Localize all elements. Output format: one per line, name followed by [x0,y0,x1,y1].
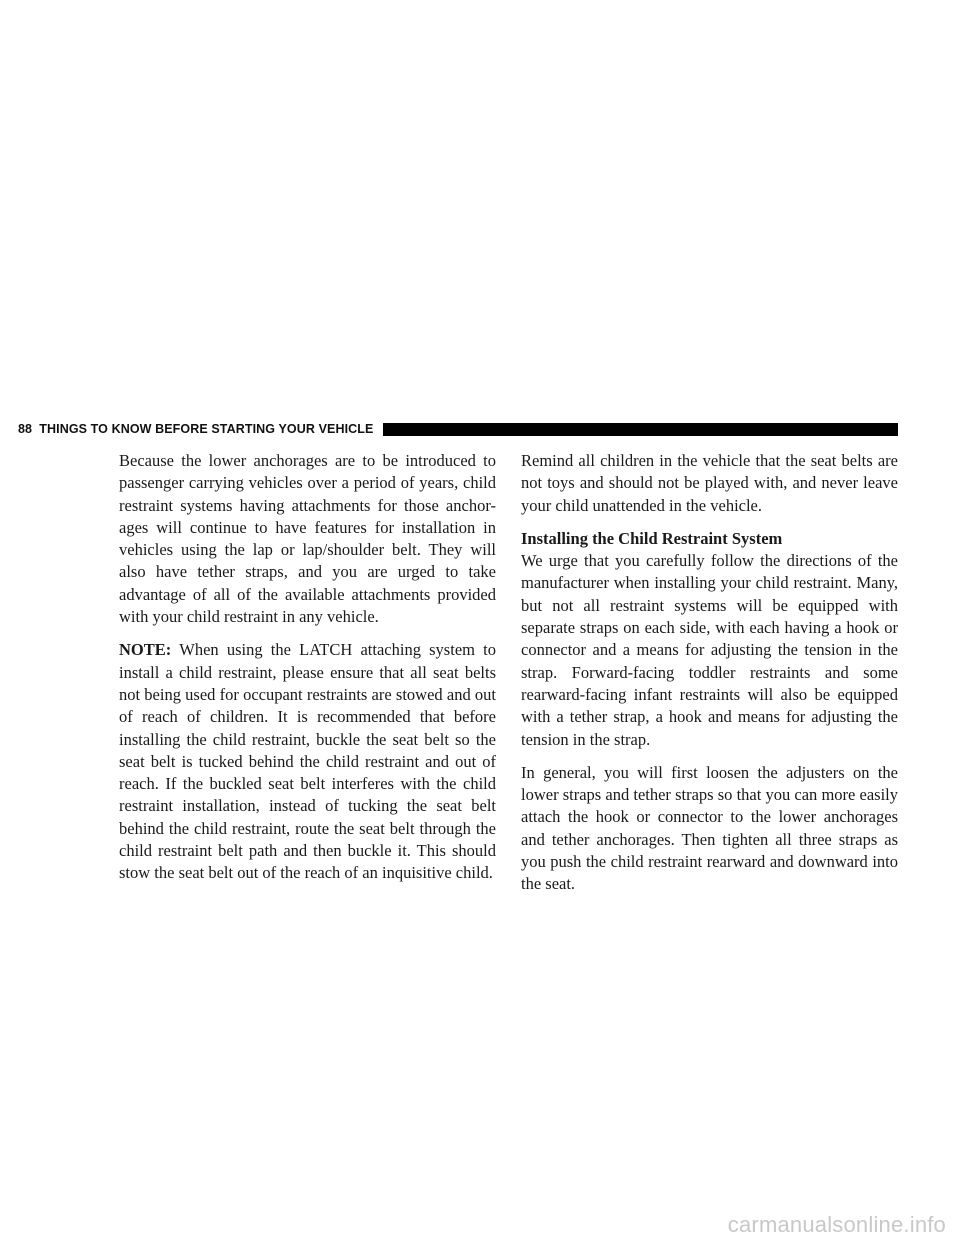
paragraph-lower-anchorages: Because the lower anchorages are to be introduced to passenger carrying vehicles over a period of years, child restraint systems having attachments for those anchor-ages will continue to have features for installation in vehicles using the lap or lap/shoulder belt. They will also have tether straps, and you are urged to take advantage of all of the available attachments provided with your child restraint in any vehicle. [119,451,496,627]
section-title: THINGS TO KNOW BEFORE STARTING YOUR VEHICLE [39,422,374,436]
right-column [521,450,898,907]
running-header [18,420,898,438]
header-label [18,422,373,436]
note-label: NOTE: [119,640,172,660]
paragraph-follow-directions: We urge that you carefully follow the directions of the manufacturer when installing your child restraint. Many, but not all restraint systems will be equipped with separate straps on each side, with each having a hook or connector and a means for adjusting the tension in the strap. Forward-facing toddler restraints and some rearward-facing infant restraints will also be equipped with a tether strap, a hook and means for adjusting the tension in the strap. [521,551,898,749]
left-column [119,450,496,896]
subheading-installing: Installing the Child Restraint System [521,528,783,548]
watermark-text: carmanualsonline.info [727,1212,946,1237]
note-paragraph [119,639,496,884]
note-text: When using the LATCH attaching system to install a child restraint, please ensure that all seat belts not being used for occupant restraints are stowed and out of reach of children. It is recommended that before installing the child restraint, buckle the seat belt so the seat belt is tucked behind the child restraint and out of reach. If the buckled seat belt interferes with the child restraint installation, instead of tucking the seat belt behind the child restraint, route the seat belt through the child restraint belt path and then buckle it. This should stow the seat belt out of the reach of an inquisitive child. [119,640,496,883]
paragraph-remind-children: Remind all children in the vehicle that the seat belts are not toys and should not be played with, and never leave your child unattended in the vehicle. [521,451,898,515]
paragraph-loosen-adjusters: In general, you will first loosen the adjusters on the lower straps and tether straps so that you can more easily attach the hook or connector to the lower anchorages and tether anchorages. Then tighten all three straps as you push the child restraint rearward and downward into the seat. [521,762,898,894]
header-rule-bar [383,423,898,436]
page-number: 88 [18,422,33,436]
